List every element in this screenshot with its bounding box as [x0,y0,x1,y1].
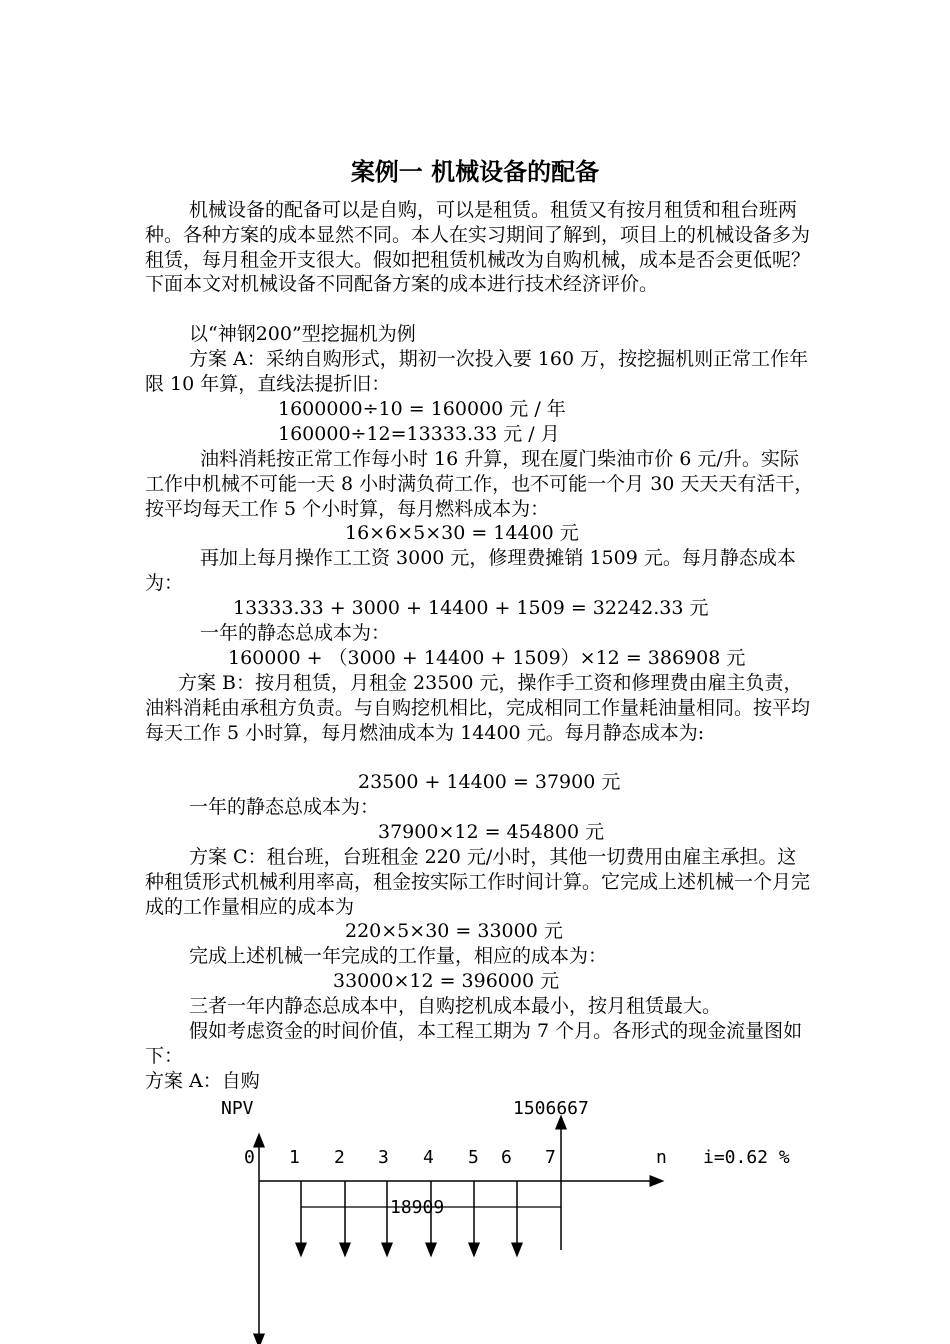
time-value-paragraph: 假如考虑资金的时间价值，本工程工期为 7 个月。各形式的现金流量图如下： [145,1020,803,1067]
period-2: 2 [334,1147,345,1168]
wage-paragraph: 再加上每月操作工工资 3000 元，修理费摊销 1509 元。每月静态成本为： [145,547,796,594]
npv-label: NPV [221,1098,254,1119]
period-4: 4 [423,1147,434,1168]
monthly-value-label: 18909 [390,1197,445,1218]
period-5: 5 [468,1147,479,1168]
plan-a-formula-2: 160000÷12=13333.33 元 / 月 [278,423,560,445]
intro-paragraph: 机械设备的配备可以是自购，可以是租赁。租赁又有按月租赁和租台班两种。各种方案的成本显然不同。本人在实习期间了解到，项目上的机械设备多为租赁，每月租金开支很大。假如把租赁机械改为自购机械，成本是否会更低呢？下面本文对机械设备不同配备方案的成本进行技术经济评价。 [145,199,811,296]
n-label: n [656,1147,667,1168]
plan-b-paragraph: 方案 B：按月租赁，月租金 23500 元，操作手工资和修理费由雇主负责，油料消耗由承租方负责。与自购挖机相比，完成相同工作量耗油量相同。按平均每天工作 5 小时算，每月燃油成本为 14400 元。每月静态成本为: [145,672,811,744]
plan-b-year-label: 一年的静态总成本为： [189,796,380,818]
plan-c-paragraph: 方案 C：租台班，台班租金 220 元/小时，其他一切费用由雇主承担。这种租赁形式机械利用率高，租金按实际工作时间计算。它完成上述机械一个月完成的工作量相应的成本为 [145,846,811,918]
plan-a-formula-1: 1600000÷10 = 160000 元 / 年 [278,398,566,420]
fuel-paragraph: 油料消耗按正常工作每小时 16 升算，现在厦门柴油市价 6 元/升。实际工作中机械不可能一天 8 小时满负荷工作，也不可能一个月 30 天天天有活干，按平均每天工作 5 个小时算，每月燃料成本为： [145,448,814,520]
example-line: 以“神钢200”型挖掘机为例 [189,323,416,345]
period-1: 1 [289,1147,300,1168]
conclusion-line: 三者一年内静态总成本中，自购挖机成本最小，按月租赁最大。 [189,995,722,1017]
plan-c-year-label: 完成上述机械一年完成的工作量，相应的成本为： [189,945,608,967]
plan-a-monthly-formula: 13333.33 + 3000 + 14400 + 1509 = 32242.33 元 [233,597,709,619]
diagram-a-label: 方案 A：自购 [145,1070,260,1092]
plan-a-year-formula: 160000 + （3000 + 14400 + 1509）×12 = 386908 元 [228,647,746,669]
period-7: 7 [545,1147,556,1168]
period-0: 0 [244,1147,255,1168]
plan-c-year-formula: 33000×12 = 396000 元 [333,970,560,992]
period-6: 6 [501,1147,512,1168]
period-labels [244,1147,556,1168]
period-3: 3 [378,1147,389,1168]
page-title: 案例一 机械设备的配备 [350,158,600,186]
top-value-label: 1506667 [513,1098,589,1119]
fuel-formula: 16×6×5×30 = 14400 元 [345,522,579,544]
plan-c-monthly-formula: 220×5×30 = 33000 元 [345,920,563,942]
plan-a-paragraph: 方案 A：采纳自购形式，期初一次投入要 160 万，按挖掘机则正常工作年限 10 年算，直线法提折旧： [145,348,809,395]
plan-a-year-label: 一年的静态总成本为： [200,622,391,644]
plan-b-monthly-formula: 23500 + 14400 = 37900 元 [358,771,621,793]
plan-b-year-formula: 37900×12 = 454800 元 [378,821,605,843]
rate-label: i=0.62 % [703,1147,790,1168]
